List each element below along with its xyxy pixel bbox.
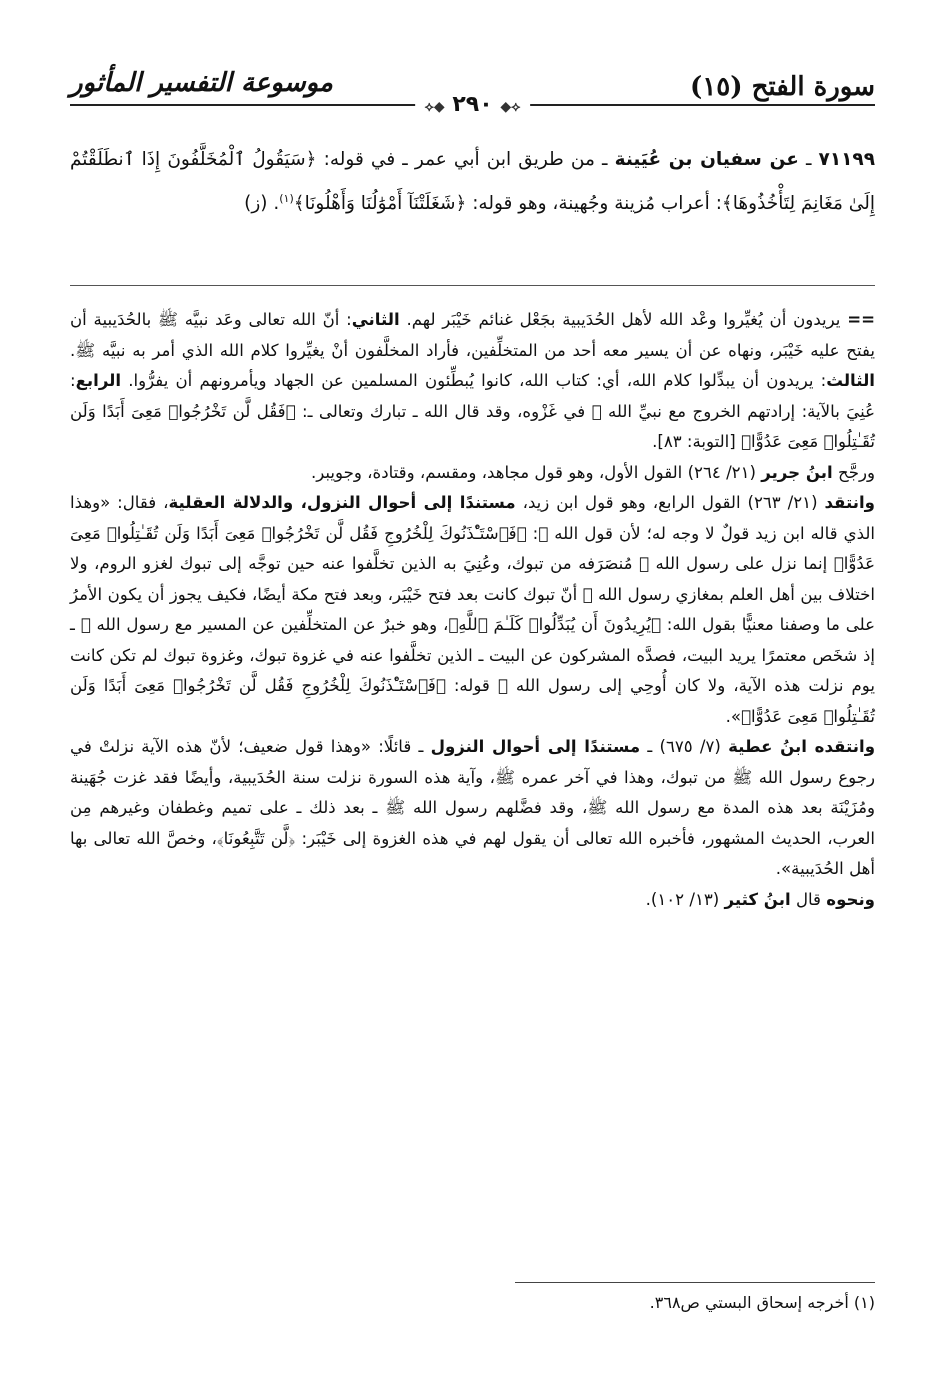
narration-text: ـ من طريق ابن أبي عمر ـ في قوله: ﴿سَيَقُولُ ٱلْمُخَلَّفُونَ إِذَا ٱنطَلَقْتُمْ إِلَىٰ مَغَانِمَ لِتَأْخُذُوهَا﴾: أعراب مُزينة وجُهينة، وهو قوله: ﴿شَغَلَتْنَآ أَمْوَٰلُنَا وَأَهْلُونَا﴾ [70, 149, 875, 215]
label-fourth: الرابع [75, 371, 122, 390]
commentary-text: : عُنِيَ بالآية: إرادتهم الخروج مع نبيِّ الله ﷺ في غَزْوه، وقد قال الله ـ تبارك وتعالى ـ: ﴿فَقُل لَّن تَخْرُجُوا۟ مَعِىَ أَبَدًا وَلَن تُقَـٰتِلُوا۟ مَعِىَ عَدُوًّا﴾ [التوبة: ٨٣]. [70, 371, 875, 451]
narration-dash: ـ [798, 149, 819, 170]
page-number [415, 92, 531, 117]
page-header [70, 62, 875, 122]
label-third: الثالث [826, 371, 875, 390]
critique-label: وانتقد [824, 493, 875, 512]
commentary-text: ، فقال: «وهذا الذي قاله ابن زيد قولٌ لا وجه له؛ لأن قول الله ﷻ: ﴿فَٱسْتَـْٔذَنُوكَ لِلْخُرُوجِ فَقُل لَّن تَخْرُجُوا۟ مَعِىَ أَبَدًا وَلَن تُقَـٰتِلُوا۟ مَعِىَ عَدُوًّا﴾ إنما نزل على رسول الله ﷺ مُنصَرَفه من تبوك، وعُنِيَ به الذين تخلَّفوا عنه حين توجَّه إلى تبوك لغزو الروم، ولا اختلاف بين أهل العلم بمغازي رسول الله ﷺ أنّ تبوك كانت بعد فتح خَيْبَر، وبعد فتح مكة أيضًا، فكيف يجوز أن يكون الأمرُ على ما وصفنا معنيًّا بقول الله: ﴿يُرِيدُونَ أَن يُبَدِّلُوا۟ كَلَـٰمَ ٱللَّهِ﴾، وهو خبرٌ عن المتخلِّفين عن المسير مع رسول الله ﷺ ـ إذ شخَص معتمرًا يريد البيت، فصدَّه المشركون عن البيت ـ الذين تخلَّفوا عنه في غزوة تبوك، وغزوة تبوك لم تكن كانت يوم نزلت هذه الآية، ولا كان أُوحِي إلى رسول الله ﷺ قوله: ﴿فَٱسْتَـْٔذَنُوكَ لِلْخُرُوجِ فَقُل لَّن تَخْرُجُوا۟ مَعِىَ أَبَدًا وَلَن تُقَـٰتِلُوا۟ مَعِىَ عَدُوًّا﴾». [70, 493, 875, 726]
section-divider [70, 285, 875, 286]
commentary-text: (٧/ ٦٧٥) ـ [640, 737, 729, 756]
commentary-text: (١٣/ ١٠٢). [645, 889, 725, 909]
commentary-text: ورجَّح [832, 462, 875, 482]
ornament-icon: ◆⟡ [424, 99, 445, 115]
scholar-name: ابنُ كثير [724, 889, 791, 909]
critique-label: وانتقده ابنُ عطية [728, 737, 876, 756]
narration-source: . (ز) [244, 193, 280, 215]
similar-label: ونحوه [826, 889, 875, 909]
reasoning-label: مستندًا إلى أحوال النزول، والدلالة العقلية [168, 493, 516, 512]
continuation-mark: == [847, 310, 875, 329]
commentary-paragraph [70, 885, 875, 916]
commentary-paragraph [70, 458, 875, 489]
page-number-value: ٢٩٠ [452, 92, 493, 117]
commentary-block [70, 305, 875, 915]
footnote-reference: (١) [279, 192, 294, 205]
commentary-text: (٢١/ ٢٦٣) القول الرابع، وهو قول ابن زيد، [515, 493, 825, 512]
commentary-text: يريدون أن يُغيِّروا وعْد الله لأهل الحُدَيبية بجَعْل غنائم خَيْبَر لهم. [399, 310, 848, 329]
footnote: (١) أخرجه إسحاق البستي ص٣٦٨. [649, 1293, 875, 1312]
narrator-name: عن سفيان بن عُيَينة [614, 149, 799, 170]
narration-number: ٧١١٩٩ [818, 149, 876, 170]
commentary-paragraph [70, 488, 875, 732]
commentary-paragraph [70, 732, 875, 885]
commentary-text: : يريدون أن يبدِّلوا كلام الله، أي: كتاب الله، كانوا يُبطِّئون المسلمين عن الجهاد ويأمرونهم أن يفرُّوا. [121, 371, 827, 390]
surah-title: سورة الفتح (١٥) [690, 72, 875, 102]
scholar-name: ابنُ جرير [761, 462, 833, 482]
commentary-paragraph [70, 305, 875, 458]
commentary-text: (٢١/ ٢٦٤) القول الأول، وهو قول مجاهد، ومقسم، وقتادة، وجويبر. [310, 462, 762, 482]
ornament-icon: ⟡◆ [500, 99, 521, 115]
footnote-rule [515, 1282, 875, 1283]
commentary-text: ـ قائلًا: «وهذا قول ضعيف؛ لأنّ هذه الآية نزلتْ في رجوع رسول الله ﷺ من تبوك، وهذا في آخر عمره ﷺ، وآية هذه السورة نزلت سنة الحُدَيبية، وأيضًا فقد غزت جُهَينة ومُزَيْنَة بعد هذه المدة مع رسول الله ﷺ، وقد فضَّلهم رسول الله ﷺ ـ بعد ذلك ـ على تميم وغطفان وغيرهم مِن العرب، الحديث المشهور، فأخبره الله تعالى أن يقول لهم في هذه الغزوة إلى خَيْبَر: ﴿لَّن تَتَّبِعُونَا﴾، وخصَّ الله تعالى بها أهل الحُدَيبية». [70, 737, 875, 878]
reasoning-label: مستندًا إلى أحوال النزول [430, 737, 641, 756]
narration-block [70, 140, 875, 223]
label-second: الثاني [351, 310, 400, 329]
commentary-text: : أنّ الله تعالى وعَد نبيَّه ﷺ بالحُدَيبية أن يفتح عليه خَيْبَر، ونهاه عن أن يسير معه أحد من المتخلِّفين، فأراد المخلَّفون أنْ يغيِّروا كلام الله الذي أمر به نبيَّه ﷺ. [70, 310, 875, 360]
book-title: موسوعة التفسير المأثور [70, 68, 333, 98]
commentary-text: قال [790, 889, 827, 909]
